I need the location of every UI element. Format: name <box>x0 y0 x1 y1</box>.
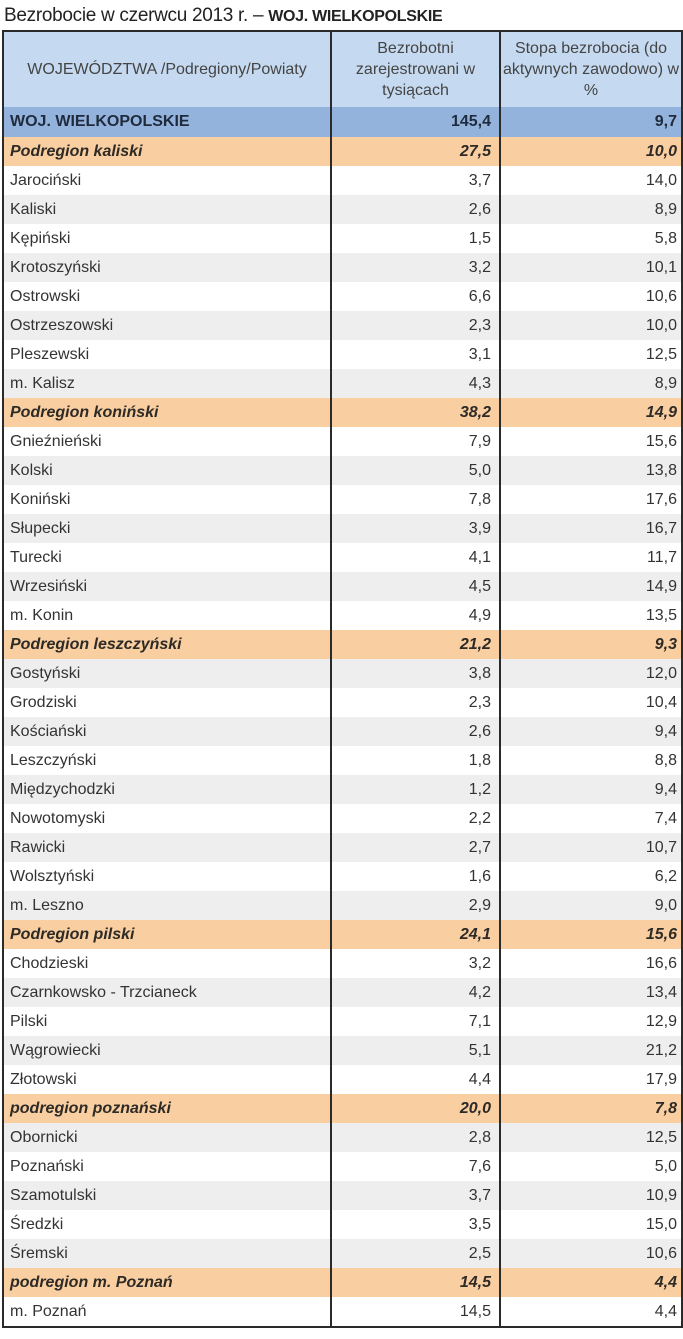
row-rate: 10,1 <box>499 253 681 282</box>
row-name: Kościański <box>10 722 87 740</box>
table-row <box>4 514 681 543</box>
row-name: Krotoszyński <box>10 258 101 276</box>
table-row <box>4 427 681 456</box>
row-rate: 17,6 <box>499 485 681 514</box>
row-unemployed: 14,5 <box>330 1297 499 1326</box>
table-row <box>4 166 681 195</box>
row-unemployed: 4,9 <box>330 601 499 630</box>
table-row <box>4 717 681 746</box>
row-rate: 4,4 <box>499 1297 681 1326</box>
row-name: Podregion koniński <box>10 403 159 421</box>
row-rate: 4,4 <box>499 1268 681 1297</box>
row-rate: 9,0 <box>499 891 681 920</box>
header-rate: Stopa bezrobocia (do aktywnych zawodowo) w % <box>499 32 681 107</box>
row-unemployed: 3,2 <box>330 253 499 282</box>
row-rate: 6,2 <box>499 862 681 891</box>
table-row <box>4 311 681 340</box>
row-unemployed: 3,9 <box>330 514 499 543</box>
row-unemployed: 24,1 <box>330 920 499 949</box>
row-name: Chodzieski <box>10 954 89 972</box>
row-name: Kolski <box>10 461 53 479</box>
subregion-row <box>4 137 681 166</box>
row-rate: 8,8 <box>499 746 681 775</box>
row-rate: 9,4 <box>499 717 681 746</box>
table-row <box>4 369 681 398</box>
table-row <box>4 1036 681 1065</box>
total-row <box>4 107 681 137</box>
row-unemployed: 3,5 <box>330 1210 499 1239</box>
row-rate: 10,0 <box>499 311 681 340</box>
table-row <box>4 1152 681 1181</box>
total-unemployed: 145,4 <box>330 107 499 137</box>
row-unemployed: 27,5 <box>330 137 499 166</box>
title-prefix: Bezrobocie w czerwcu 2013 r. – <box>4 5 269 26</box>
row-rate: 13,8 <box>499 456 681 485</box>
table-row <box>4 195 681 224</box>
row-unemployed: 7,8 <box>330 485 499 514</box>
row-rate: 8,9 <box>499 369 681 398</box>
row-unemployed: 21,2 <box>330 630 499 659</box>
row-name: Obornicki <box>10 1128 78 1146</box>
row-rate: 16,7 <box>499 514 681 543</box>
row-unemployed: 3,2 <box>330 949 499 978</box>
row-rate: 9,4 <box>499 775 681 804</box>
row-name: Jarociński <box>10 171 82 189</box>
row-rate: 15,0 <box>499 1210 681 1239</box>
table-row <box>4 456 681 485</box>
table-row <box>4 282 681 311</box>
row-name: Gnieźnieński <box>10 432 102 450</box>
row-rate: 10,9 <box>499 1181 681 1210</box>
row-name: Ostrowski <box>10 287 81 305</box>
row-rate: 5,0 <box>499 1152 681 1181</box>
row-name: Śremski <box>10 1244 68 1262</box>
row-name: Ostrzeszowski <box>10 316 114 334</box>
table-row <box>4 601 681 630</box>
row-rate: 17,9 <box>499 1065 681 1094</box>
row-name: Turecki <box>10 548 62 566</box>
row-unemployed: 1,8 <box>330 746 499 775</box>
row-name: Słupecki <box>10 519 71 537</box>
row-unemployed: 4,3 <box>330 369 499 398</box>
row-name: Nowotomyski <box>10 809 106 827</box>
table-row <box>4 1297 681 1326</box>
subregion-row <box>4 1268 681 1297</box>
row-rate: 7,8 <box>499 1094 681 1123</box>
table-row <box>4 1007 681 1036</box>
table-body <box>4 137 681 1326</box>
subregion-row <box>4 630 681 659</box>
row-name: Koniński <box>10 490 71 508</box>
row-unemployed: 14,5 <box>330 1268 499 1297</box>
row-unemployed: 20,0 <box>330 1094 499 1123</box>
row-rate: 10,4 <box>499 688 681 717</box>
table-row <box>4 572 681 601</box>
row-rate: 15,6 <box>499 920 681 949</box>
table-row <box>4 659 681 688</box>
row-name: Grodziski <box>10 693 77 711</box>
table-row <box>4 543 681 572</box>
row-unemployed: 7,9 <box>330 427 499 456</box>
table-row <box>4 688 681 717</box>
row-unemployed: 2,6 <box>330 717 499 746</box>
row-name: Wągrowiecki <box>10 1041 101 1059</box>
title-region: WOJ. WIELKOPOLSKIE <box>268 8 443 25</box>
row-unemployed: 2,9 <box>330 891 499 920</box>
row-rate: 13,5 <box>499 601 681 630</box>
table-row <box>4 253 681 282</box>
row-rate: 7,4 <box>499 804 681 833</box>
row-unemployed: 4,4 <box>330 1065 499 1094</box>
row-unemployed: 2,3 <box>330 688 499 717</box>
row-rate: 12,5 <box>499 340 681 369</box>
row-unemployed: 4,1 <box>330 543 499 572</box>
row-rate: 10,6 <box>499 1239 681 1268</box>
table-row <box>4 1123 681 1152</box>
table-row <box>4 862 681 891</box>
subregion-row <box>4 1094 681 1123</box>
table-row <box>4 485 681 514</box>
row-unemployed: 38,2 <box>330 398 499 427</box>
table-row <box>4 775 681 804</box>
row-name: podregion m. Poznań <box>10 1273 173 1291</box>
row-unemployed: 7,6 <box>330 1152 499 1181</box>
row-unemployed: 2,2 <box>330 804 499 833</box>
table-row <box>4 1210 681 1239</box>
row-unemployed: 2,8 <box>330 1123 499 1152</box>
row-name: Poznański <box>10 1157 84 1175</box>
table-row <box>4 1181 681 1210</box>
row-rate: 13,4 <box>499 978 681 1007</box>
row-name: m. Konin <box>10 606 74 624</box>
table-row <box>4 224 681 253</box>
row-unemployed: 3,7 <box>330 1181 499 1210</box>
row-unemployed: 2,5 <box>330 1239 499 1268</box>
row-name: Gostyński <box>10 664 81 682</box>
table-row <box>4 978 681 1007</box>
row-name: Pleszewski <box>10 345 90 363</box>
row-rate: 11,7 <box>499 543 681 572</box>
row-rate: 10,7 <box>499 833 681 862</box>
row-unemployed: 2,7 <box>330 833 499 862</box>
table-row <box>4 949 681 978</box>
page-title <box>4 4 442 28</box>
table-row <box>4 804 681 833</box>
row-unemployed: 2,3 <box>330 311 499 340</box>
row-unemployed: 7,1 <box>330 1007 499 1036</box>
row-unemployed: 5,0 <box>330 456 499 485</box>
row-rate: 10,0 <box>499 137 681 166</box>
row-name: Międzychodzki <box>10 780 115 798</box>
row-unemployed: 3,1 <box>330 340 499 369</box>
row-name: Podregion pilski <box>10 925 135 943</box>
row-rate: 12,5 <box>499 1123 681 1152</box>
table-row <box>4 1065 681 1094</box>
row-unemployed: 3,7 <box>330 166 499 195</box>
header-unemployed: Bezrobotni zarejestrowani w tysiącach <box>330 32 499 107</box>
row-rate: 21,2 <box>499 1036 681 1065</box>
row-rate: 5,8 <box>499 224 681 253</box>
row-name: podregion poznański <box>10 1099 171 1117</box>
row-rate: 9,3 <box>499 630 681 659</box>
row-name: Rawicki <box>10 838 66 856</box>
row-unemployed: 5,1 <box>330 1036 499 1065</box>
row-unemployed: 4,2 <box>330 978 499 1007</box>
subregion-row <box>4 920 681 949</box>
row-rate: 12,9 <box>499 1007 681 1036</box>
row-unemployed: 3,8 <box>330 659 499 688</box>
row-unemployed: 6,6 <box>330 282 499 311</box>
row-name: Średzki <box>10 1215 64 1233</box>
row-unemployed: 1,2 <box>330 775 499 804</box>
row-name: Pilski <box>10 1012 48 1030</box>
row-rate: 10,6 <box>499 282 681 311</box>
table-header-row <box>4 32 681 107</box>
row-rate: 12,0 <box>499 659 681 688</box>
row-name: Kępiński <box>10 229 71 247</box>
row-name: Wolsztyński <box>10 867 95 885</box>
row-name: Kaliski <box>10 200 57 218</box>
row-unemployed: 4,5 <box>330 572 499 601</box>
header-region: WOJEWÓDZTWA /Podregiony/Powiaty <box>27 61 307 78</box>
row-name: Podregion kaliski <box>10 142 143 160</box>
unemployment-table <box>2 30 683 1328</box>
row-rate: 14,9 <box>499 398 681 427</box>
row-rate: 14,9 <box>499 572 681 601</box>
row-unemployed: 1,6 <box>330 862 499 891</box>
row-rate: 16,6 <box>499 949 681 978</box>
row-name: Leszczyński <box>10 751 97 769</box>
row-rate: 14,0 <box>499 166 681 195</box>
total-name: WOJ. WIELKOPOLSKIE <box>10 113 190 130</box>
subregion-row <box>4 398 681 427</box>
row-name: Podregion leszczyński <box>10 635 182 653</box>
row-rate: 15,6 <box>499 427 681 456</box>
table-row <box>4 1239 681 1268</box>
row-name: Wrzesiński <box>10 577 88 595</box>
table-row <box>4 891 681 920</box>
row-unemployed: 1,5 <box>330 224 499 253</box>
row-name: m. Kalisz <box>10 374 75 392</box>
row-rate: 8,9 <box>499 195 681 224</box>
row-name: m. Leszno <box>10 896 84 914</box>
table-row <box>4 746 681 775</box>
total-rate: 9,7 <box>499 107 681 137</box>
row-name: Złotowski <box>10 1070 77 1088</box>
row-unemployed: 2,6 <box>330 195 499 224</box>
row-name: Czarnkowsko - Trzcianeck <box>10 983 197 1001</box>
table-row <box>4 340 681 369</box>
row-name: m. Poznań <box>10 1302 87 1320</box>
row-name: Szamotulski <box>10 1186 97 1204</box>
table-row <box>4 833 681 862</box>
